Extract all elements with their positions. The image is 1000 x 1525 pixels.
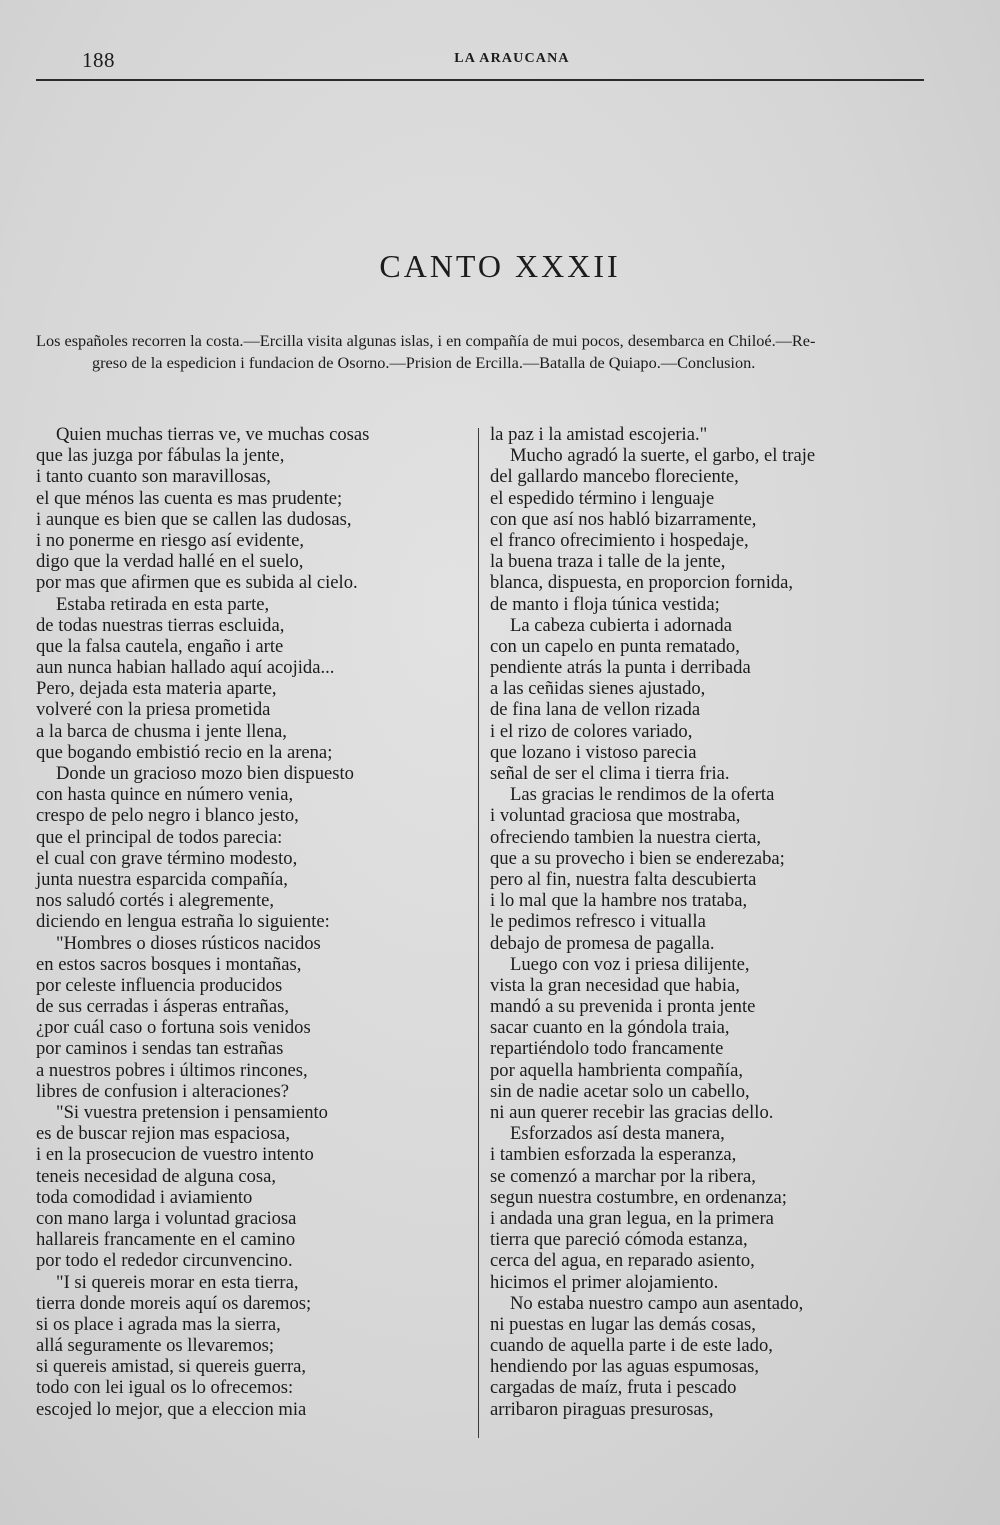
running-title: LA ARAUCANA: [454, 51, 570, 66]
left-verse-line: con mano larga i voluntad graciosa: [36, 1207, 297, 1229]
argument-line-2: greso de la espedicion i fundacion de Osorno.—Prision de Ercilla.—Batalla de Quiapo.—Conclusion.: [92, 353, 756, 372]
canto-title: CANTO XXXII: [379, 248, 621, 284]
right-verse-line: le pedimos refresco i vitualla: [490, 911, 706, 933]
right-verse-line: i el rizo de colores variado,: [490, 720, 693, 742]
right-verse-line: Las gracias le rendimos de la oferta: [510, 784, 775, 806]
left-verse-line: que las juzga por fábulas la jente,: [36, 445, 285, 467]
canto-argument: [36, 330, 924, 374]
left-verse-line: Pero, dejada esta materia aparte,: [36, 678, 277, 700]
left-verse-line: el que ménos las cuenta es mas prudente;: [36, 487, 343, 509]
left-verse-line: Quien muchas tierras ve, ve muchas cosas: [56, 424, 370, 445]
right-verse-line: que lozano i vistoso parecia: [490, 741, 697, 763]
left-verse-line: en estos sacros bosques i montañas,: [36, 953, 302, 975]
left-verse-line: i tanto cuanto son maravillosas,: [36, 466, 271, 488]
right-verse-line: sin de nadie acetar solo un cabello,: [490, 1080, 750, 1102]
right-verse-line: arribaron piraguas presurosas,: [490, 1398, 714, 1420]
right-verse-line: que a su provecho i bien se enderezaba;: [490, 847, 785, 869]
left-verse-line: libres de confusion i alteraciones?: [36, 1080, 289, 1102]
left-verse-line: por todo el rededor circunvencino.: [36, 1250, 293, 1272]
argument-line-1: Los españoles recorren la costa.—Ercilla visita algunas islas, i en compañía de mui pocos, desembarca en Chiloé.—Re-: [36, 331, 816, 350]
left-verse-line: el cual con grave término modesto,: [36, 847, 298, 869]
left-verse-line: hallareis francamente en el camino: [36, 1229, 296, 1251]
right-verse-line: la buena traza i talle de la jente,: [490, 551, 726, 573]
right-verse-line: señal de ser el clima i tierra fria.: [490, 763, 730, 784]
left-verse-line: de sus cerradas i ásperas entrañas,: [36, 996, 289, 1018]
left-verse-line: digo que la verdad hallé en el suelo,: [36, 551, 304, 573]
left-verse-line: "I si quereis morar en esta tierra,: [56, 1271, 299, 1293]
left-verse-line: toda comodidad i aviamiento: [36, 1186, 253, 1208]
right-verse-line: cuando de aquella parte i de este lado,: [490, 1335, 773, 1357]
right-verse-line: pero al fin, nuestra falta descubierta: [490, 868, 757, 890]
right-verse-line: el espedido término i lenguaje: [490, 487, 715, 509]
right-verse-line: tierra que pareció cómoda estanza,: [490, 1229, 748, 1251]
right-verse-line: sacar cuanto en la góndola traia,: [490, 1017, 730, 1039]
right-verse-line: i tambien esforzada la esperanza,: [490, 1144, 737, 1166]
right-verse-line: mandó a su prevenida i pronta jente: [490, 996, 756, 1018]
right-verse-line: del gallardo mancebo floreciente,: [490, 466, 739, 488]
right-verse-line: cargadas de maíz, fruta i pescado: [490, 1377, 737, 1399]
left-verse-line: con hasta quince en número venia,: [36, 784, 294, 806]
left-verse-line: que el principal de todos parecia:: [36, 826, 283, 848]
right-verse-line: segun nuestra costumbre, en ordenanza;: [490, 1186, 787, 1208]
left-verse-line: es de buscar rejion mas espaciosa,: [36, 1123, 291, 1145]
left-verse-line: que bogando embistió recio en la arena;: [36, 741, 333, 763]
right-verse-line: Mucho agradó la suerte, el garbo, el traje: [510, 445, 816, 467]
right-verse-line: con un capelo en punta rematado,: [490, 635, 740, 657]
left-verse-line: allá seguramente os llevaremos;: [36, 1335, 275, 1357]
page-number: 188: [82, 48, 115, 72]
right-verse-line: repartiéndolo todo francamente: [490, 1038, 724, 1060]
left-verse-line: si quereis amistad, si quereis guerra,: [36, 1356, 307, 1378]
right-verse-line: La cabeza cubierta i adornada: [510, 614, 732, 636]
left-verse-line: nos saludó cortés i alegremente,: [36, 890, 275, 912]
left-verse-line: todo con lei igual os lo ofrecemos:: [36, 1377, 294, 1399]
left-verse-line: que la falsa cautela, engaño i arte: [36, 635, 284, 657]
right-verse-line: ofreciendo tambien la nuestra cierta,: [490, 826, 762, 848]
header-rule: [36, 79, 924, 81]
left-verse-line: teneis necesidad de alguna cosa,: [36, 1165, 277, 1187]
left-verse-line: por celeste influencia producidos: [36, 974, 283, 996]
left-verse-line: a nuestros pobres i últimos rincones,: [36, 1059, 308, 1081]
right-verse-line: de manto i floja túnica vestida;: [490, 593, 720, 615]
right-verse-line: hicimos el primer alojamiento.: [490, 1271, 719, 1293]
left-verse-line: tierra donde moreis aquí os daremos;: [36, 1292, 312, 1314]
left-verse-line: crespo de pelo negro i blanco jesto,: [36, 805, 299, 827]
right-verse-line: cerca del agua, en reparado asiento,: [490, 1250, 755, 1272]
left-verse-line: aun nunca habian hallado aquí acojida...: [36, 657, 335, 679]
running-head: [82, 48, 922, 74]
right-verse-line: ni puestas en lugar las demás cosas,: [490, 1313, 756, 1335]
left-verse-line: "Si vuestra pretension i pensamiento: [56, 1102, 328, 1123]
left-verse-line: escojed lo mejor, que a eleccion mia: [36, 1398, 307, 1420]
left-verse-line: "Hombres o dioses rústicos nacidos: [56, 932, 321, 954]
right-verse-line: con que así nos habló bizarramente,: [490, 508, 757, 530]
left-verse-line: por caminos i sendas tan estrañas: [36, 1038, 284, 1060]
left-verse-line: volveré con la priesa prometida: [36, 699, 271, 721]
left-verse-line: por mas que afirmen que es subida al cielo.: [36, 572, 358, 594]
right-verse-line: hendiendo por las aguas espumosas,: [490, 1356, 760, 1378]
column-divider: [478, 428, 479, 1438]
right-verse-line: a las ceñidas sienes ajustado,: [490, 678, 706, 700]
right-verse-line: el franco ofrecimiento i hospedaje,: [490, 529, 749, 551]
right-verse-line: ni aun querer recebir las gracias dello.: [490, 1102, 774, 1123]
left-column: [36, 424, 466, 1420]
right-verse-line: i andada una gran legua, en la primera: [490, 1207, 774, 1229]
right-verse-line: No estaba nuestro campo aun asentado,: [510, 1292, 804, 1314]
right-column: [490, 424, 920, 1420]
right-verse-line: la paz i la amistad escojeria.": [490, 424, 708, 445]
right-verse-line: Esforzados así desta manera,: [510, 1123, 725, 1145]
left-verse-line: Estaba retirada en esta parte,: [56, 593, 270, 615]
left-verse-line: de todas nuestras tierras escluida,: [36, 614, 285, 636]
left-verse-line: si os place i agrada mas la sierra,: [36, 1313, 281, 1335]
right-verse-line: blanca, dispuesta, en proporcion fornida,: [490, 572, 794, 594]
right-verse-line: se comenzó a marchar por la ribera,: [490, 1165, 756, 1187]
left-verse-line: diciendo en lengua estraña lo siguiente:: [36, 911, 330, 933]
right-verse-line: por aquella hambrienta compañía,: [490, 1059, 743, 1081]
left-verse-line: i en la prosecucion de vuestro intento: [36, 1144, 314, 1166]
right-verse-line: Luego con voz i priesa dilijente,: [510, 953, 750, 975]
right-verse-line: vista la gran necesidad que habia,: [490, 974, 740, 996]
right-verse-line: pendiente atrás la punta i derribada: [490, 657, 751, 679]
left-verse-line: junta nuestra esparcida compañía,: [36, 868, 288, 890]
left-verse-line: Donde un gracioso mozo bien dispuesto: [56, 763, 354, 784]
right-verse-line: i lo mal que la hambre nos trataba,: [490, 890, 748, 912]
right-verse-line: i voluntad graciosa que mostraba,: [490, 805, 741, 827]
left-verse-line: i aunque es bien que se callen las dudosas,: [36, 508, 352, 530]
left-verse-line: a la barca de chusma i jente llena,: [36, 720, 287, 742]
right-verse-line: debajo de promesa de pagalla.: [490, 932, 715, 954]
left-verse-line: ¿por cuál caso o fortuna sois venidos: [36, 1017, 311, 1039]
left-verse-line: i no ponerme en riesgo así evidente,: [36, 529, 304, 551]
right-verse-line: de fina lana de vellon rizada: [490, 699, 701, 721]
